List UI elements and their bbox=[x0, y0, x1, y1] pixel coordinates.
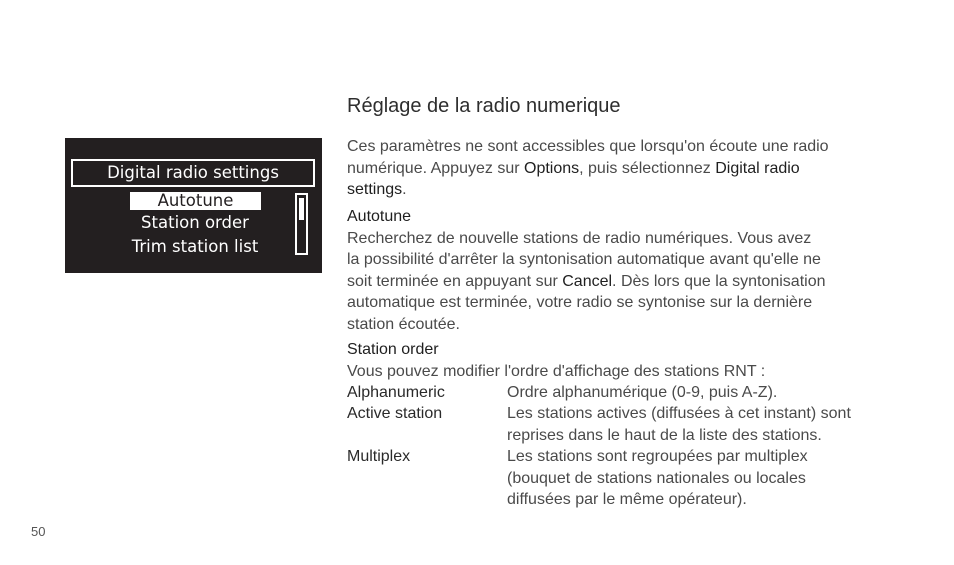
scroll-thumb bbox=[299, 198, 304, 220]
menu-item-autotune: Autotune bbox=[130, 192, 261, 210]
intro-period: . bbox=[402, 181, 407, 198]
station-order-section bbox=[347, 339, 765, 382]
digital-radio-term: Digital radio bbox=[715, 159, 800, 177]
display-scrollbar bbox=[295, 193, 308, 255]
intro-line2: numérique. Appuyez sur bbox=[347, 159, 524, 177]
autotune-line2: la possibilité d'arrêter la syntonisation automatique avant qu'elle ne bbox=[347, 251, 821, 268]
def-active-station bbox=[507, 403, 887, 446]
options-term: Options bbox=[524, 159, 580, 177]
station-order-intro: Vous pouvez modifier l'ordre d'affichage des stations RNT : bbox=[347, 362, 766, 380]
page-number: 50 bbox=[31, 524, 46, 539]
cancel-term: Cancel bbox=[562, 272, 613, 290]
settings-term: settings bbox=[347, 181, 403, 198]
def-alphanumeric bbox=[507, 382, 887, 404]
autotune-line4: automatique est terminée, votre radio se syntonise sur la dernière bbox=[347, 294, 813, 311]
def-multiplex-line1: Les stations sont regroupées par multiplex bbox=[507, 448, 808, 465]
autotune-line3b: . Dès lors que la syntonisation bbox=[612, 272, 826, 290]
station-order-title: Station order bbox=[347, 341, 439, 358]
display-title: Digital radio settings bbox=[71, 159, 315, 187]
autotune-line3a: soit terminée en appuyant sur bbox=[347, 272, 563, 290]
page-heading: Réglage de la radio numerique bbox=[347, 95, 621, 117]
def-multiplex-line2: (bouquet de stations nationales ou locales bbox=[507, 469, 806, 487]
autotune-title: Autotune bbox=[347, 208, 412, 225]
intro-line1: Ces paramètres ne sont accessibles que lorsqu'on écoute une radio bbox=[347, 138, 829, 155]
radio-display bbox=[65, 138, 322, 273]
autotune-line1: Recherchez de nouvelle stations de radio numériques. Vous avez bbox=[347, 229, 812, 247]
term-active-station: Active station bbox=[347, 405, 443, 422]
def-active-station-line1: Les stations actives (diffusées à cet instant) sont bbox=[507, 405, 851, 422]
autotune-line5: station écoutée. bbox=[347, 315, 460, 333]
def-alphanumeric-line1: Ordre alphanumérique (0-9, puis A-Z). bbox=[507, 384, 778, 401]
intro-paragraph bbox=[347, 136, 829, 201]
def-active-station-line2: reprises dans le haut de la liste des stations. bbox=[507, 426, 822, 444]
menu-item-station-order: Station order bbox=[141, 213, 249, 232]
autotune-section bbox=[347, 206, 826, 335]
menu-item-trim-station-list: Trim station list bbox=[131, 237, 259, 256]
def-multiplex-line3: diffusées par le même opérateur). bbox=[507, 491, 747, 508]
def-multiplex bbox=[507, 446, 887, 511]
term-alphanumeric: Alphanumeric bbox=[347, 384, 445, 401]
intro-line2b: , puis sélectionnez bbox=[579, 159, 716, 177]
term-multiplex: Multiplex bbox=[347, 448, 411, 465]
